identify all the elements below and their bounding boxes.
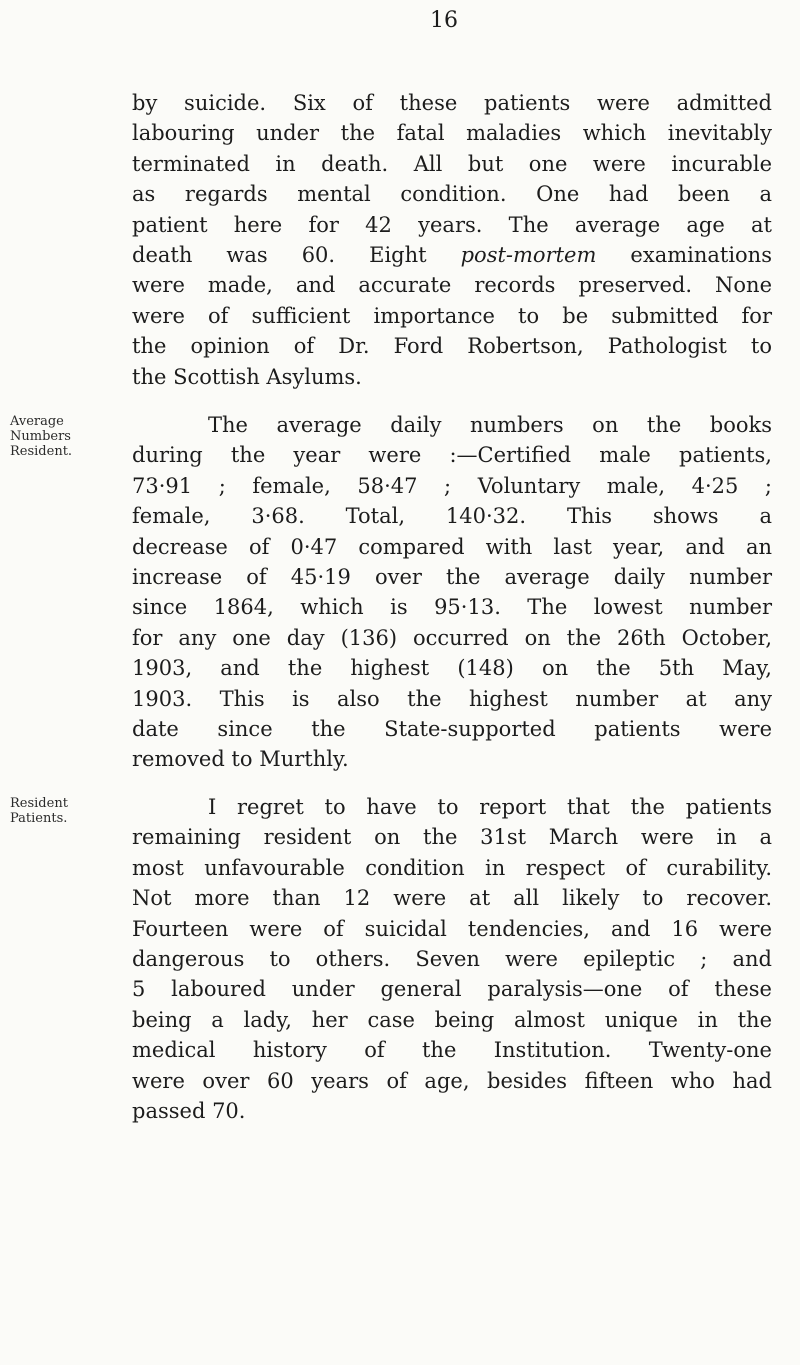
margin-note-line: Average: [10, 414, 64, 429]
paragraph-body-3: [132, 792, 772, 1126]
text-line: increase of 45·19 over the average daily number: [132, 565, 772, 590]
margin-note-resident-patients: [10, 796, 84, 826]
text-line: decrease of 0·47 compared with last year, and an: [132, 534, 772, 559]
text-line: since 1864, which is 95·13. The lowest number: [132, 595, 772, 620]
margin-note-line: Resident.: [10, 444, 73, 459]
page-number: 16: [430, 8, 458, 33]
text-line: medical history of the Institution. Twenty-one: [132, 1038, 772, 1063]
text-line: during the year were :—Certified male patients,: [132, 443, 772, 468]
text-line: 1903. This is also the highest number at any: [132, 686, 772, 711]
text-line: for any one day (136) occurred on the 26th October,: [132, 625, 772, 650]
text-line: as regards mental condition. One had been a: [132, 182, 772, 207]
text-line: the Scottish Asylums.: [132, 364, 362, 389]
text-line: by suicide. Six of these patients were admitted: [132, 91, 772, 115]
text-line: terminated in death. All but one were incurable: [132, 151, 772, 176]
italic-term: post-mortem: [460, 243, 597, 268]
text-line: Fourteen were of suicidal tendencies, and 16 were: [132, 916, 772, 941]
text-line: were of sufficient importance to be submitted for: [132, 303, 772, 328]
margin-note-line: Resident: [10, 796, 68, 811]
text-line: the opinion of Dr. Ford Robertson, Pathologist to: [132, 334, 772, 359]
text-line: The average daily numbers on the books: [208, 413, 772, 437]
text-line: passed 70.: [132, 1099, 246, 1124]
text-line: removed to Murthly.: [132, 747, 349, 772]
text-line: 73·91 ; female, 58·47 ; Voluntary male, 4·25 ;: [132, 473, 772, 498]
text-line: I regret to have to report that the patients: [208, 795, 772, 819]
text-line: female, 3·68. Total, 140·32. This shows a: [132, 504, 772, 529]
text-line: 1903, and the highest (148) on the 5th May,: [132, 656, 772, 681]
paragraph-body-2: [132, 410, 772, 775]
text-line: 5 laboured under general paralysis—one of these: [132, 977, 772, 1002]
margin-note-average-numbers: [10, 414, 84, 459]
text-line: were over 60 years of age, besides fifteen who had: [132, 1068, 772, 1093]
paragraph-body-1: [132, 88, 772, 392]
text-line: remaining resident on the 31st March were in a: [132, 825, 772, 850]
text-line: most unfavourable condition in respect of curability.: [132, 855, 772, 880]
text-line: labouring under the fatal maladies which inevitably: [132, 121, 772, 146]
margin-note-line: Patients.: [10, 811, 68, 826]
text-line: dangerous to others. Seven were epileptic ; and: [132, 947, 772, 972]
text-line: date since the State-supported patients were: [132, 717, 772, 742]
text-line: Not more than 12 were at all likely to recover.: [132, 886, 772, 911]
text-line-mixed: [132, 240, 772, 270]
text-line: patient here for 42 years. The average age at: [132, 212, 772, 237]
text-run: examinations: [596, 243, 772, 268]
text-line: being a lady, her case being almost unique in the: [132, 1007, 772, 1032]
text-run: death was 60. Eight: [132, 243, 461, 268]
margin-note-line: Numbers: [10, 429, 71, 444]
text-line: were made, and accurate records preserved. None: [132, 273, 772, 298]
